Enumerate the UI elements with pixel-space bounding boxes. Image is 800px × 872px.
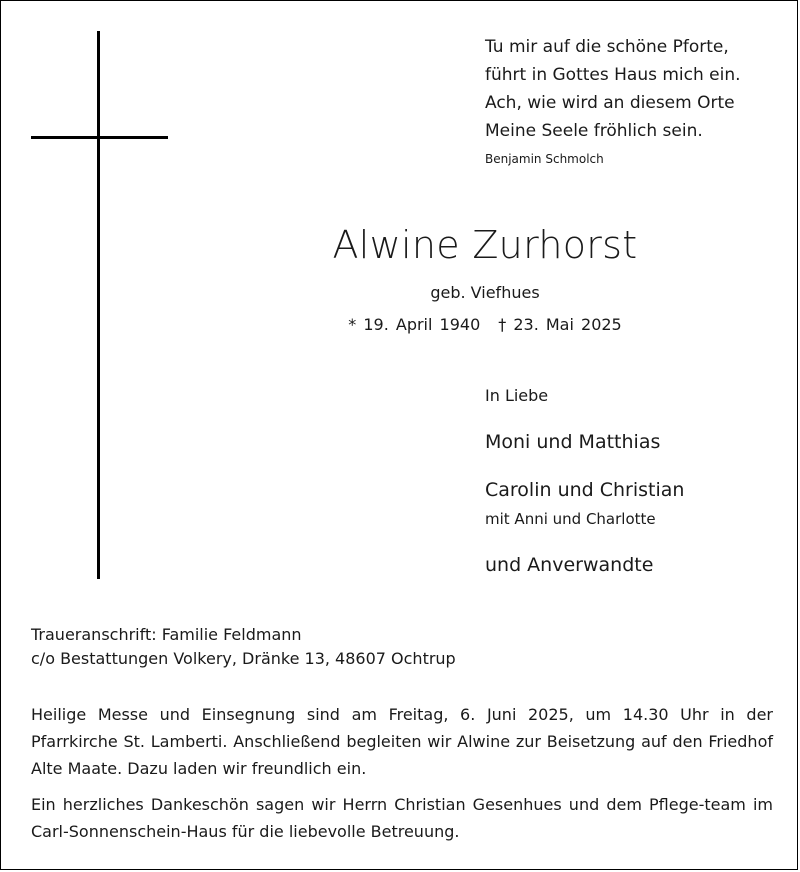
verse-line: Tu mir auf die schöne Pforte, — [485, 37, 729, 57]
service-paragraph: Heilige Messe und Einsegnung sind am Freitag, 6. Juni 2025, um 14.30 Uhr in der Pfarrkirche St. Lamberti. Anschließend begleiten wir Alwine zur Beisetzung auf den Friedhof Alte Maate. Dazu laden wir freundlich ein. — [31, 705, 773, 778]
death-date: † 23. Mai 2025 — [498, 315, 622, 334]
verse — [485, 33, 741, 145]
deceased-name: Alwine Zurhorst — [332, 223, 638, 267]
cross-icon-vertical — [97, 31, 100, 579]
address-line: c/o Bestattungen Volkery, Dränke 13, 48607 Ochtrup — [31, 649, 456, 668]
cross-icon-horizontal — [31, 136, 168, 139]
birth-date: * 19. April 1940 — [348, 315, 481, 334]
verse-author: Benjamin Schmolch — [485, 152, 604, 166]
verse-line: Ach, wie wird an diesem Orte — [485, 93, 735, 113]
mourners-intro: In Liebe — [485, 386, 549, 405]
mourner-relatives: und Anverwandte — [485, 554, 654, 576]
mourner-family: Moni und Matthias — [485, 431, 661, 453]
mourner-family: Carolin und Christian — [485, 479, 685, 501]
maiden-name: geb. Viefhues — [430, 283, 540, 302]
life-dates — [251, 315, 719, 334]
verse-line: Meine Seele fröhlich sein. — [485, 121, 703, 141]
mourner-family-sub: mit Anni und Charlotte — [485, 510, 656, 528]
thanks-paragraph: Ein herzliches Dankeschön sagen wir Herrn Christian Gesenhues und dem Pflege-team im Carl-Sonnenschein-Haus für die liebevolle Betreuung. — [31, 795, 773, 841]
mourning-address — [31, 623, 456, 671]
verse-line: führt in Gottes Haus mich ein. — [485, 65, 741, 85]
address-line: Traueranschrift: Familie Feldmann — [31, 625, 302, 644]
